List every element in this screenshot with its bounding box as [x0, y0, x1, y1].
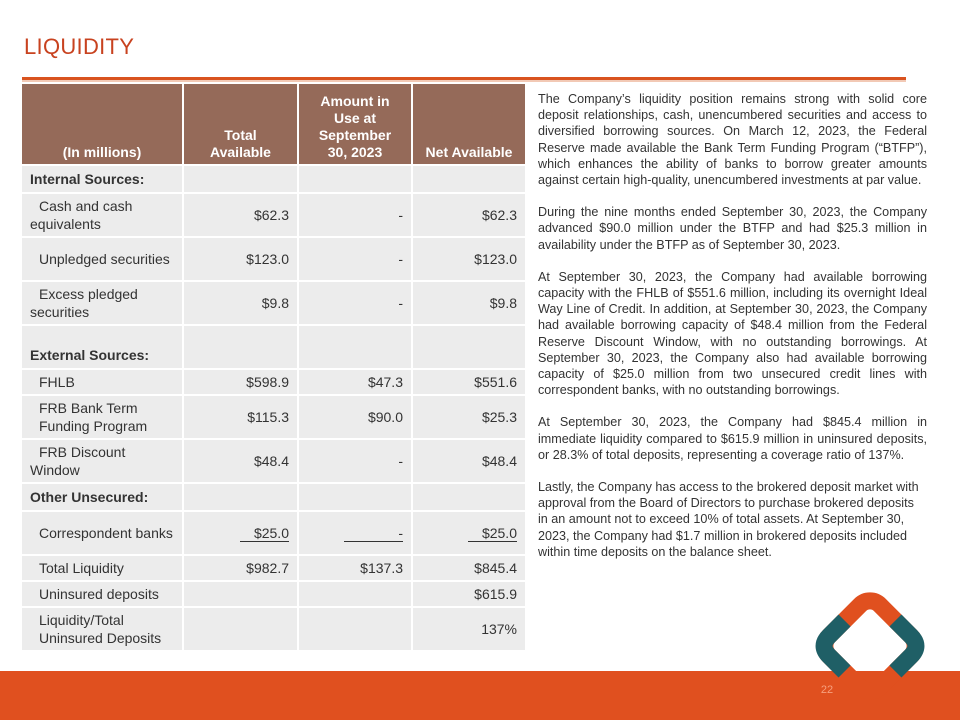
- cell-total: $62.3: [184, 194, 299, 238]
- table-row: [22, 582, 527, 608]
- table-row: [22, 396, 527, 440]
- cell-in-use: -: [299, 512, 413, 556]
- cell-in-use: $90.0: [299, 396, 413, 440]
- cell-total: $25.0: [184, 512, 299, 556]
- cell-net: $615.9: [413, 582, 527, 608]
- page-title: LIQUIDITY: [24, 34, 135, 59]
- cell-in-use: -: [299, 194, 413, 238]
- table-row: [22, 194, 527, 238]
- table-row: [22, 556, 527, 582]
- section-label: Other Unsecured:: [22, 484, 184, 512]
- company-logo-icon: [802, 582, 938, 710]
- header-label-column: (In millions): [22, 84, 184, 166]
- liquidity-table: [22, 84, 527, 652]
- cell-in-use: -: [299, 282, 413, 326]
- row-label: FHLB: [22, 370, 184, 396]
- cell-total: $982.7: [184, 556, 299, 582]
- cell-total: $115.3: [184, 396, 299, 440]
- cell-in-use: $137.3: [299, 556, 413, 582]
- title-divider-shadow: [22, 80, 906, 82]
- table-row: [22, 608, 527, 652]
- row-label: Excess pledged securities: [22, 282, 184, 326]
- row-label: Liquidity/Total Uninsured Deposits: [22, 608, 184, 652]
- table-row: [22, 370, 527, 396]
- commentary-text: [538, 91, 927, 576]
- header-amount-in-use: Amount in Use at September 30, 2023: [299, 84, 413, 166]
- row-label: Correspondent banks: [22, 512, 184, 556]
- cell-net: $9.8: [413, 282, 527, 326]
- cell-in-use: -: [299, 440, 413, 484]
- section-label: Internal Sources:: [22, 166, 184, 194]
- table-row: [22, 440, 527, 484]
- cell-total: $9.8: [184, 282, 299, 326]
- cell-in-use: -: [299, 238, 413, 282]
- paragraph-brokered-deposits: Lastly, the Company has access to the brokered deposit market with approval from the Board of Directors to purchase brokered deposits in an amount not to exceed 10% of total assets. At September 30, 2023, the Company had $1.7 million in brokered deposits included within time deposits on the balance sheet.: [538, 480, 919, 559]
- table-row: [22, 326, 527, 370]
- table-row: [22, 238, 527, 282]
- row-label: FRB Discount Window: [22, 440, 184, 484]
- paragraph-btfp-intro: The Company’s liquidity position remains strong with solid core deposit relationships, cash, unencumbered securities and access to diversified borrowing sources. On March 12, 2023, the Federal Reserve made available the Bank Term Funding Program (“BTFP”), which enhances the ability of banks to borrow greater amounts against certain high-quality, unencumbered investments at par value.: [538, 92, 927, 188]
- table-row: [22, 512, 527, 556]
- table-row: [22, 484, 527, 512]
- cell-net: $62.3: [413, 194, 527, 238]
- header-net-available: Net Available: [413, 84, 527, 166]
- cell-net: $48.4: [413, 440, 527, 484]
- cell-net: $25.3: [413, 396, 527, 440]
- cell-net: $25.0: [413, 512, 527, 556]
- section-label: External Sources:: [22, 326, 184, 370]
- cell-total: $598.9: [184, 370, 299, 396]
- page-number: 22: [820, 684, 834, 696]
- row-label: Cash and cash equivalents: [22, 194, 184, 238]
- cell-in-use: [299, 608, 413, 652]
- cell-net: $551.6: [413, 370, 527, 396]
- row-label: FRB Bank Term Funding Program: [22, 396, 184, 440]
- paragraph-btfp-advance: During the nine months ended September 30, 2023, the Company advanced $90.0 million under the BTFP and had $25.3 million in availability under the BTFP as of September 30, 2023.: [538, 205, 927, 252]
- cell-in-use: [299, 582, 413, 608]
- cell-total: [184, 582, 299, 608]
- row-label: Total Liquidity: [22, 556, 184, 582]
- row-label: Unpledged securities: [22, 238, 184, 282]
- table-row: [22, 282, 527, 326]
- paragraph-borrowing-capacity: At September 30, 2023, the Company had available borrowing capacity with the FHLB of $551.6 million, including its overnight Ideal Way Line of Credit. In addition, at September 30, 2023, the Company had available borrowing capacity of $48.4 million from the Federal Reserve Discount Window, with no outstanding borrowings. At September 30, 2023, the Company also had available borrowing capacity of $25.0 million from two unsecured credit lines with correspondent banks, with no outstanding borrowings.: [538, 269, 927, 398]
- cell-total: $123.0: [184, 238, 299, 282]
- paragraph-coverage-ratio: At September 30, 2023, the Company had $845.4 million in immediate liquidity compared to $615.9 million in uninsured deposits, or 28.3% of total deposits, representing a coverage ratio of 137%.: [538, 415, 927, 462]
- cell-net: 137%: [413, 608, 527, 652]
- cell-total: $48.4: [184, 440, 299, 484]
- row-label: Uninsured deposits: [22, 582, 184, 608]
- cell-total: [184, 608, 299, 652]
- table-row: [22, 166, 527, 194]
- cell-net: $123.0: [413, 238, 527, 282]
- cell-in-use: $47.3: [299, 370, 413, 396]
- cell-net: $845.4: [413, 556, 527, 582]
- header-total-available: Total Available: [184, 84, 299, 166]
